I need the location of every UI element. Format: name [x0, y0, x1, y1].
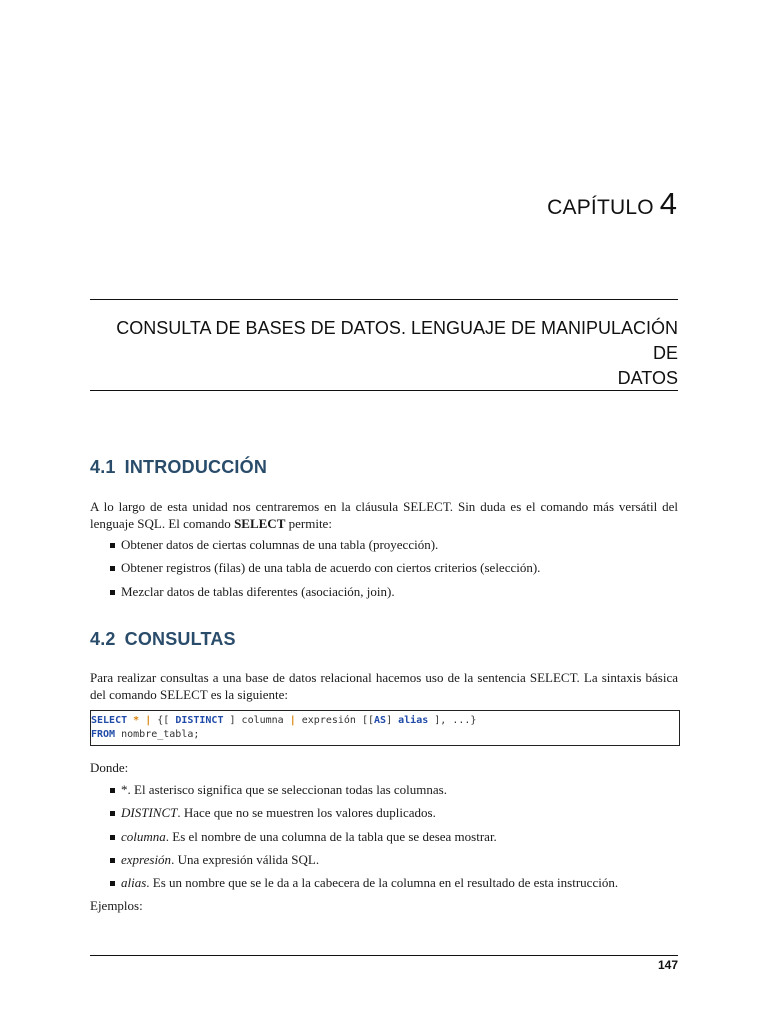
- title-top-rule: [90, 299, 678, 300]
- code-keyword: alias: [398, 715, 429, 726]
- section-title: INTRODUCCIÓN: [124, 457, 268, 477]
- terms-list: [108, 781, 678, 897]
- page-number: 147: [657, 958, 678, 972]
- footer-rule: [90, 955, 678, 956]
- term: *: [121, 782, 128, 797]
- bullet-icon: [110, 835, 115, 840]
- list-item: [108, 874, 678, 897]
- code-text: ], ...}: [428, 715, 477, 726]
- list-item: [108, 851, 678, 874]
- code-text: expresión: [295, 715, 362, 726]
- code-keyword: FROM: [91, 729, 116, 740]
- chapter-title: [90, 316, 678, 391]
- list-item: [108, 781, 678, 804]
- list-item-text: Mezclar datos de tablas diferentes (asociación, join).: [121, 583, 395, 599]
- intro-text-bold: SELECT: [234, 516, 286, 531]
- code-operator: |: [289, 715, 296, 726]
- intro-text-after: permite:: [285, 516, 332, 531]
- section-heading-consultas: [90, 629, 236, 650]
- bullet-icon: [110, 881, 115, 886]
- list-item: [108, 804, 678, 827]
- bullet-icon: [110, 858, 115, 863]
- code-line-1: [91, 714, 679, 728]
- code-text: [[: [361, 715, 375, 726]
- chapter-number: 4: [659, 186, 677, 221]
- code-text: nombre_tabla;: [115, 729, 200, 740]
- section-title: CONSULTAS: [124, 629, 236, 649]
- ejemplos-label: Ejemplos:: [90, 898, 143, 913]
- chapter-label: CAPÍTULO: [547, 196, 654, 219]
- term: alias: [121, 875, 147, 891]
- chapter-title-line1: CONSULTA DE BASES DE DATOS. LENGUAJE DE MANIPULACIÓN DE: [116, 318, 678, 363]
- intro-paragraph: [90, 498, 678, 532]
- code-text: ] columna: [223, 715, 290, 726]
- term-description: . Es el nombre de una columna de la tabla que se desea mostrar.: [165, 828, 497, 844]
- section-number: 4.1: [90, 457, 116, 477]
- list-item: [108, 536, 678, 559]
- term-description: . El asterisco significa que se seleccionan todas las columnas.: [127, 782, 447, 797]
- code-text: {[: [151, 715, 176, 726]
- term: expresión: [121, 851, 172, 867]
- term: DISTINCT: [121, 805, 178, 821]
- list-item-text: Obtener registros (filas) de una tabla de acuerdo con ciertos criterios (selección).: [121, 560, 541, 576]
- list-item-text: Obtener datos de ciertas columnas de una tabla (proyección).: [121, 537, 439, 552]
- donde-label: Donde:: [90, 760, 129, 775]
- term-description: . Hace que no se muestren los valores duplicados.: [177, 805, 436, 821]
- list-item: [108, 583, 678, 606]
- bullet-icon: [110, 543, 115, 548]
- code-operator: *: [127, 715, 146, 726]
- bullet-icon: [110, 788, 115, 793]
- title-bottom-rule: [90, 390, 678, 391]
- code-keyword: DISTINCT: [175, 715, 224, 726]
- intro-text-before: A lo largo de esta unidad nos centraremos en la cláusula SELECT. Sin duda es el comando más versátil del lenguaje SQL. El comando: [90, 499, 678, 531]
- term: columna: [121, 828, 166, 844]
- bullet-icon: [110, 811, 115, 816]
- code-line-2: [91, 728, 679, 742]
- bullet-icon: [110, 590, 115, 595]
- consultas-paragraph: Para realizar consultas a una base de datos relacional hacemos uso de la sentencia SELECT. La sintaxis básica del comando SELECT es la siguiente:: [90, 670, 678, 702]
- code-keyword: AS: [374, 715, 387, 726]
- code-keyword: SELECT: [91, 715, 128, 726]
- bullet-icon: [110, 566, 115, 571]
- intro-list: [108, 536, 678, 606]
- code-text: ]: [386, 715, 393, 726]
- chapter-title-line2: DATOS: [617, 368, 678, 388]
- code-operator: |: [145, 715, 152, 726]
- code-block: [90, 710, 680, 746]
- section-number: 4.2: [90, 629, 116, 649]
- term-description: . Una expresión válida SQL.: [171, 851, 320, 867]
- term-description: . Es un nombre que se le da a la cabecera de la columna en el resultado de esta instrucción.: [146, 875, 619, 891]
- chapter-heading: [547, 186, 677, 222]
- list-item: [108, 559, 678, 582]
- list-item: [108, 828, 678, 851]
- section-heading-introduccion: [90, 457, 267, 478]
